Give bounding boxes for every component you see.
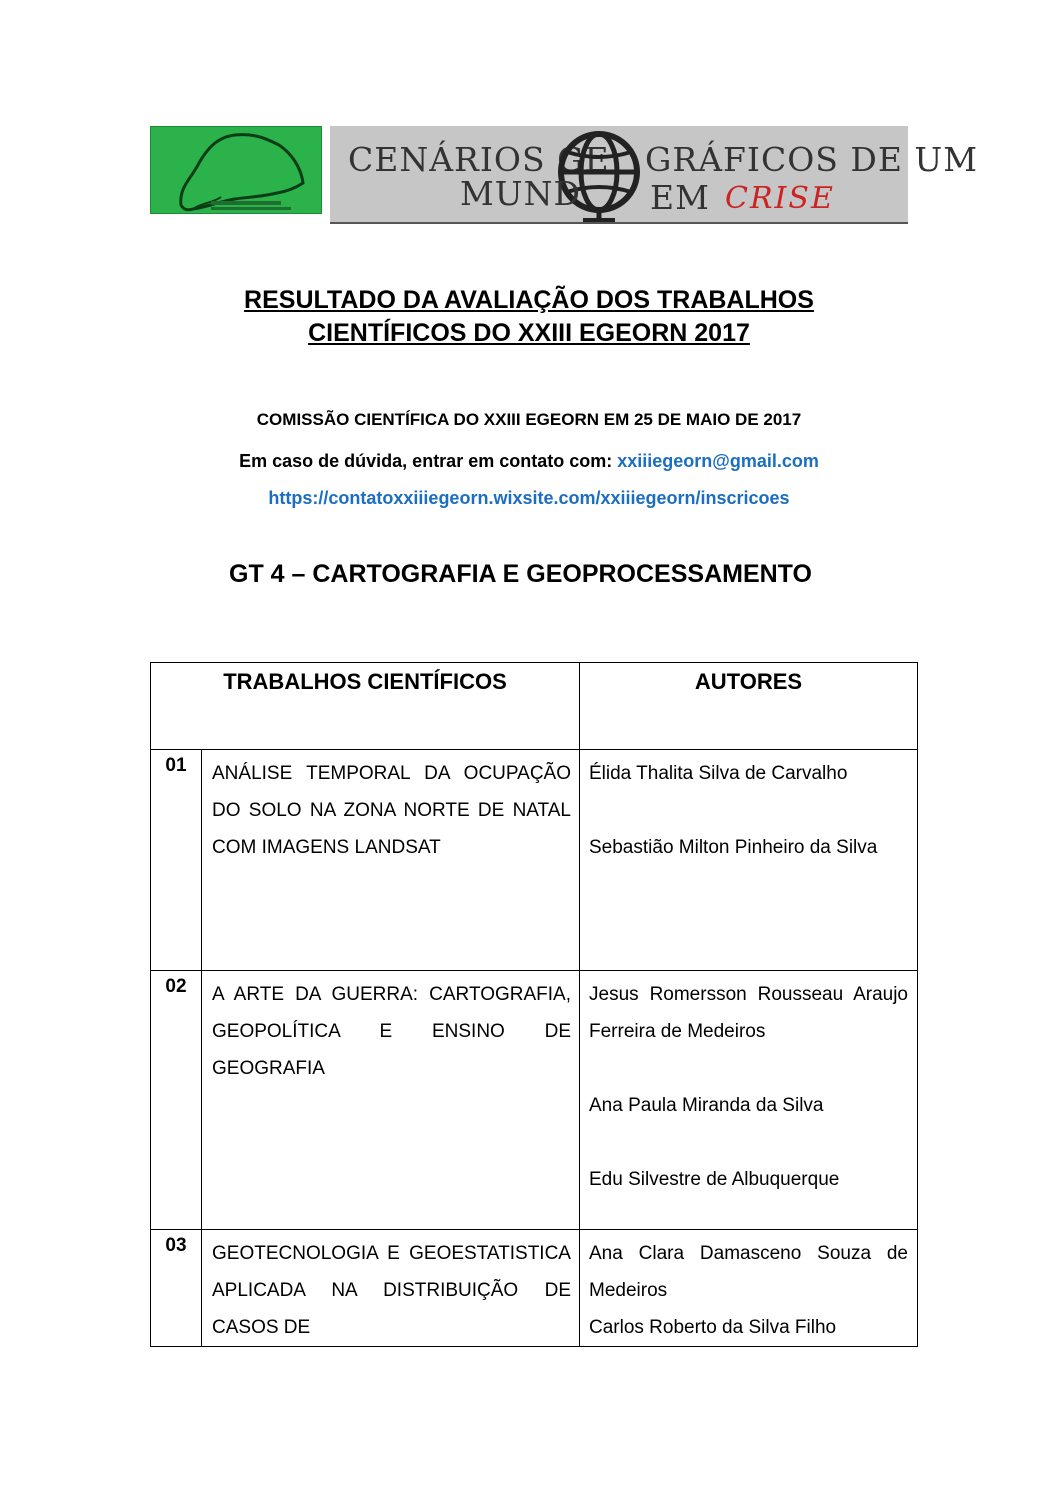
work-title: ANÁLISE TEMPORAL DA OCUPAÇÃO DO SOLO NA ZONA NORTE DE NATAL COM IMAGENS LANDSAT	[202, 750, 580, 971]
contact-label: Em caso de dúvida, entrar em contato com:	[239, 451, 613, 471]
commission-line: COMISSÃO CIENTÍFICA DO XXIII EGEORN EM 25 DE MAIO DE 2017	[256, 410, 802, 429]
state-map-logo	[150, 126, 322, 214]
contact-line	[0, 451, 1058, 472]
row-number: 01	[151, 750, 202, 971]
work-title: A ARTE DA GUERRA: CARTOGRAFIA, GEOPOLÍTICA E ENSINO DE GEOGRAFIA	[202, 971, 580, 1230]
author-name: Carlos Roberto da Silva Filho	[589, 1317, 837, 1338]
banner-crisis-word: CRISE	[725, 181, 835, 216]
page-title	[0, 284, 1058, 350]
header-works: TRABALHOS CIENTÍFICOS	[151, 663, 580, 750]
author-name: Élida Thalita Silva de Carvalho	[589, 763, 848, 784]
banner-line2-right: EM	[650, 178, 710, 217]
inscription-url-link[interactable]: https://contatoxxiiiegeorn.wixsite.com/xxiiiegeorn/inscricoes	[268, 488, 790, 508]
row-number: 03	[151, 1230, 202, 1347]
header-authors: AUTORES	[580, 663, 918, 750]
authors-cell	[580, 750, 918, 971]
banner-title-panel	[330, 126, 979, 224]
authors-cell	[580, 971, 918, 1230]
table-row	[151, 971, 918, 1230]
table-header-row	[151, 663, 918, 750]
author-name: Ana Clara Damasceno Souza de Medeiros	[589, 1243, 908, 1301]
contact-email-link[interactable]: xxiiiegeorn@gmail.com	[617, 451, 819, 471]
work-title: GEOTECNOLOGIA E GEOESTATISTICA APLICADA NA DISTRIBUIÇÃO DE CASOS DE	[202, 1230, 580, 1347]
author-name: Jesus Romersson Rousseau Araujo Ferreira de Medeiros	[589, 984, 908, 1042]
row-number: 02	[151, 971, 202, 1230]
table-row	[151, 750, 918, 971]
banner-line1-right: GRÁFICOS DE UM	[645, 140, 979, 179]
title-line-1: RESULTADO DA AVALIAÇÃO DOS TRABALHOS	[244, 286, 814, 314]
table-row	[151, 1230, 918, 1347]
author-name: Sebastião Milton Pinheiro da Silva	[589, 837, 878, 858]
authors-cell	[580, 1230, 918, 1347]
banner-line2-left: MUND	[460, 174, 581, 213]
author-name: Edu Silvestre de Albuquerque	[589, 1169, 840, 1190]
banner-line1-left: CENÁRIOS GE	[348, 140, 610, 179]
title-line-2: CIENTÍFICOS DO XXIII EGEORN 2017	[308, 319, 750, 347]
event-banner	[150, 126, 979, 224]
gt-section-title: GT 4 – CARTOGRAFIA E GEOPROCESSAMENTO	[229, 560, 812, 588]
author-name: Ana Paula Miranda da Silva	[589, 1095, 824, 1116]
works-table	[150, 662, 918, 1347]
